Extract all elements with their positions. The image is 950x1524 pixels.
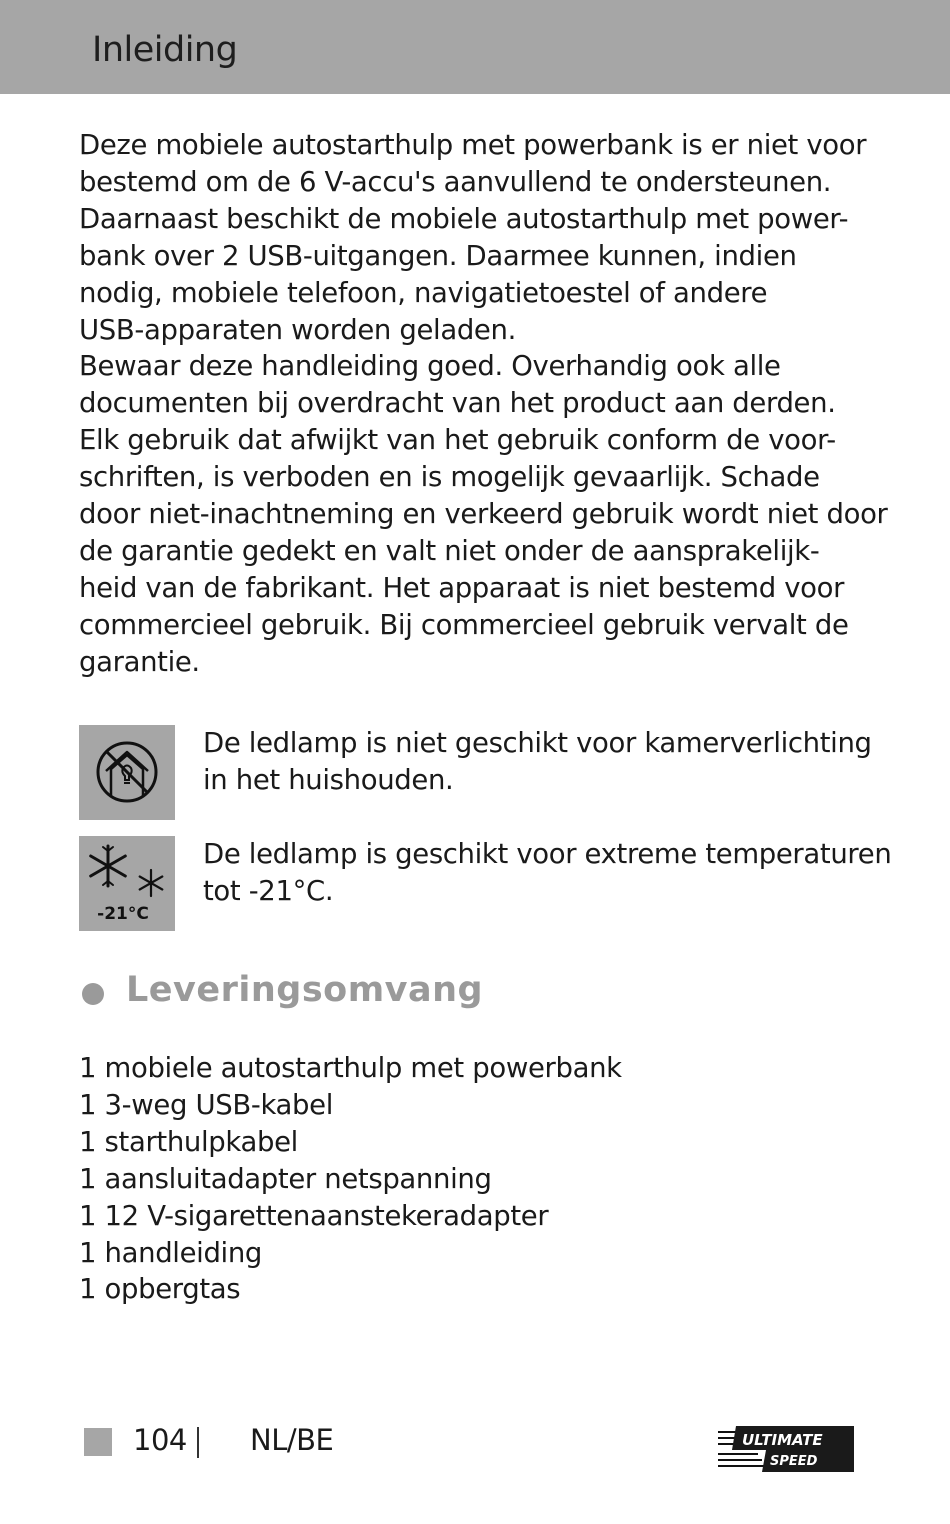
no-household-lighting-icon: [79, 725, 175, 820]
note-line: tot -21°C.: [203, 874, 334, 907]
contents-list: [79, 1050, 622, 1308]
ultimate-speed-logo: [718, 1426, 854, 1472]
list-item: 1 handleiding: [79, 1236, 263, 1269]
bullet-icon: [82, 983, 104, 1005]
intro-line: Daarnaast beschikt de mobiele autostarthulp met power-: [79, 202, 849, 235]
intro-line: bank over 2 USB-uitgangen. Daarmee kunnen, indien: [79, 239, 797, 272]
intro-line: Bewaar deze handleiding goed. Overhandig ook alle: [79, 350, 781, 383]
intro-paragraph: [79, 127, 888, 681]
intro-line: Deze mobiele autostarthulp met powerbank is er niet voor: [79, 129, 867, 161]
intro-line: bestemd om de 6 V-accu's aanvullend te ondersteunen.: [79, 165, 832, 198]
intro-line: Elk gebruik dat afwijkt van het gebruik conform de voor-: [79, 424, 836, 457]
note-text: [203, 836, 892, 910]
note-extreme-temperature: [79, 836, 892, 931]
intro-line: USB-apparaten worden geladen.: [79, 313, 516, 346]
temperature-label: -21°C: [97, 904, 149, 924]
section-title: Leveringsomvang: [126, 970, 484, 1010]
footer-square-icon: [84, 1428, 112, 1456]
intro-line: commercieel gebruik. Bij commercieel gebruik vervalt de: [79, 608, 849, 641]
intro-line: schriften, is verboden en is mogelijk gevaarlijk. Schade: [79, 461, 820, 494]
intro-line: de garantie gedekt en valt niet onder de aansprakelijk-: [79, 534, 820, 567]
intro-line: garantie.: [79, 645, 200, 678]
section-heading: [82, 966, 582, 1020]
intro-line: door niet-inachtneming en verkeerd gebruik wordt niet door: [79, 498, 888, 531]
page-number: 104: [133, 1423, 187, 1457]
logo-text-bottom: SPEED: [770, 1454, 818, 1469]
note-line: in het huishouden.: [203, 763, 454, 796]
page-header: [0, 0, 950, 94]
note-line: De ledlamp is geschikt voor extreme temperaturen: [203, 838, 892, 870]
intro-line: heid van de fabrikant. Het apparaat is niet bestemd voor: [79, 571, 845, 604]
page-title: Inleiding: [92, 30, 238, 70]
language-code: NL/BE: [250, 1423, 334, 1457]
list-item: 1 12 V-sigarettenaanstekeradapter: [79, 1199, 549, 1232]
note-line: De ledlamp is niet geschikt voor kamerverlichting: [203, 727, 872, 759]
list-item: 1 aansluitadapter netspanning: [79, 1162, 492, 1195]
snowflake-temperature-icon: [79, 836, 175, 931]
list-item: 1 opbergtas: [79, 1273, 241, 1306]
logo-text-top: ULTIMATE: [742, 1431, 823, 1449]
list-item: 1 mobiele autostarthulp met powerbank: [79, 1052, 622, 1084]
intro-line: documenten bij overdracht van het product aan derden.: [79, 387, 836, 420]
footer-divider: [197, 1427, 199, 1458]
list-item: 1 starthulpkabel: [79, 1125, 298, 1158]
intro-line: nodig, mobiele telefoon, navigatietoestel of andere: [79, 276, 768, 309]
note-text: [203, 725, 883, 799]
list-item: 1 3-weg USB-kabel: [79, 1088, 333, 1121]
note-household-lighting: [79, 725, 879, 820]
